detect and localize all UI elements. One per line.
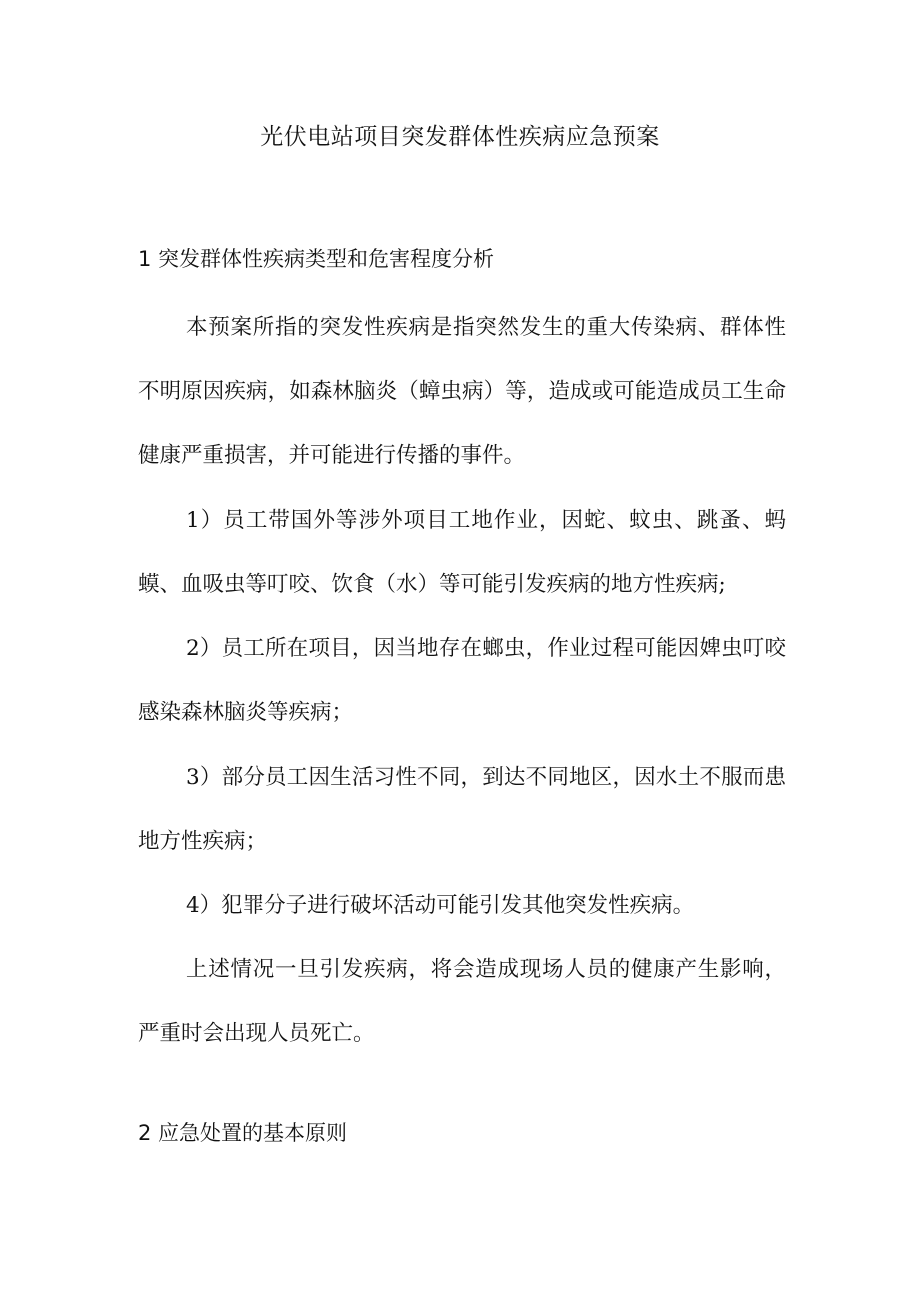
list-item-1: 1）员工带国外等涉外项目工地作业，因蛇、蚊虫、跳蚤、蚂蟆、血吸虫等叮咬、饮食（水）等可能引发疾病的地方性疾病; xyxy=(138,508,786,597)
section-2-heading: 2 应急处置的基本原则 xyxy=(138,1121,348,1145)
section-1-conclusion-paragraph: 上述情况一旦引发疾病，将会造成现场人员的健康产生影响，严重时会出现人员死亡。 xyxy=(138,957,786,1046)
document-title: 光伏电站项目突发群体性疾病应急预案 xyxy=(260,124,660,150)
list-item-3: 3）部分员工因生活习性不同，到达不同地区，因水土不服而患地方性疾病； xyxy=(138,765,786,854)
list-item-2: 2）员工所在项目，因当地存在螂虫，作业过程可能因婢虫叮咬感染森林脑炎等疾病； xyxy=(138,636,786,725)
list-item-4: 4）犯罪分子进行破坏活动可能引发其他突发性疾病。 xyxy=(186,893,695,918)
section-1-intro-paragraph: 本预案所指的突发性疾病是指突然发生的重大传染病、群体性不明原因疾病，如森林脑炎（蟑虫病）等，造成或可能造成员工生命健康严重损害，并可能进行传播的事件。 xyxy=(138,315,786,468)
section-1-heading: 1 突发群体性疾病类型和危害程度分析 xyxy=(138,247,495,271)
